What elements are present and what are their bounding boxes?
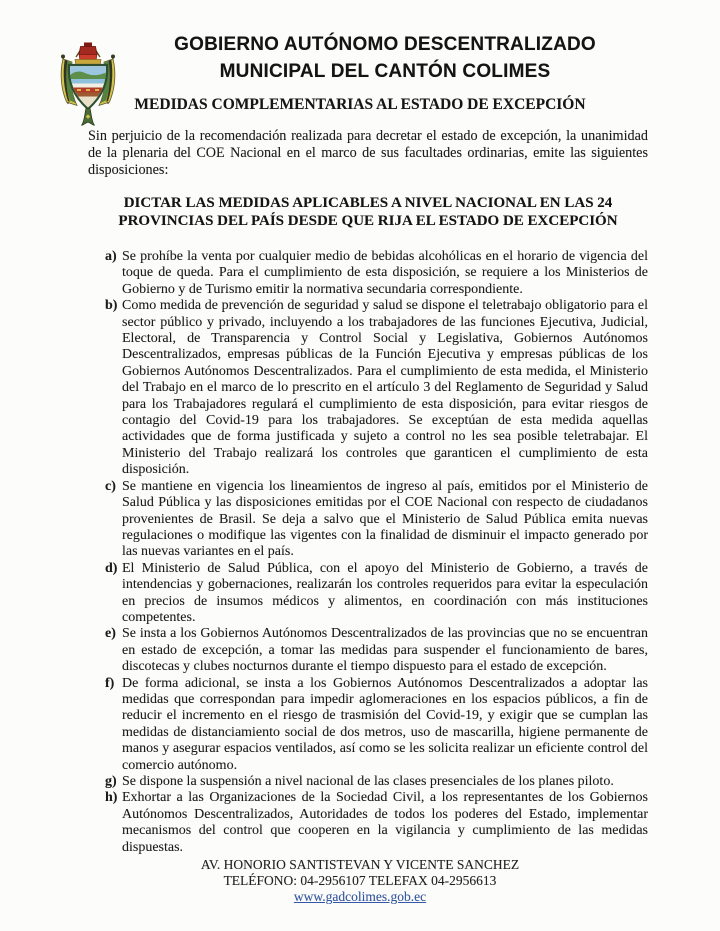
item-letter: a) (105, 249, 117, 264)
measures-list (88, 249, 648, 856)
item-letter: b) (105, 298, 118, 314)
footer-phone: TELÉFONO: 04-2956107 TELEFAX 04-2956613 (223, 872, 497, 888)
item-text: Exhortar a las Organizaciones de la Sociedad Civil, a los representantes de los Gobiernos Autónomos Descentralizados, Autoridades de todos los poderes del Estado, implementar mecanismos del control que cooperen en la vigilancia y cumplimiento de las medidas dispuestas. (122, 790, 648, 855)
item-text: Se mantiene en vigencia los lineamientos de ingreso al país, emitidos por el Ministerio de Salud Pública y las disposiciones emitidas por el COE Nacional con respecto de ciudadanos provenientes de Brasil. Se deja a salvo que el Ministerio de Salud Pública emita nuevas regulaciones o modifique las vigentes con la finalidad de disminuir el impacto generado por las nuevas variantes en el país. (122, 478, 648, 560)
measure-item (88, 249, 648, 298)
item-text: El Ministerio de Salud Pública, con el apoyo del Ministerio de Gobierno, a través de intendencias y gobernaciones, realizarán los controles requeridos para evitar la especulación en precios de insumos médicos y alimentos, en coordinación con más instituciones competentes. (122, 560, 648, 625)
measure-item (88, 479, 648, 561)
document-body (0, 128, 720, 856)
measure-item (88, 676, 648, 774)
item-letter: c) (105, 478, 116, 494)
intro-paragraph: Sin perjuicio de la recomendación realizada para decretar el estado de excepción, la unanimidad de la plenaria del COE Nacional en el marco de sus facultades ordinarias, emite las siguientes disposiciones: (88, 128, 648, 178)
item-letter: g) (105, 774, 117, 789)
org-name (100, 31, 670, 85)
org-name-line1: GOBIERNO AUTÓNOMO DESCENTRALIZADO (174, 34, 596, 55)
footer-website-link[interactable]: www.gadcolimes.gob.ec (293, 889, 427, 905)
measure-item (88, 561, 648, 627)
footer-address: AV. HONORIO SANTISTEVAN Y VICENTE SANCHEZ (200, 857, 520, 872)
item-letter: h) (105, 790, 118, 806)
item-letter: d) (105, 560, 118, 576)
measure-item (88, 774, 648, 790)
item-letter: f) (105, 675, 115, 691)
measure-item (88, 298, 648, 478)
directive-heading: DICTAR LAS MEDIDAS APLICABLES A NIVEL NACIONAL EN LAS 24 PROVINCIAS DEL PAÍS DESDE QUE RIJA EL ESTADO DE EXCEPCIÓN (118, 195, 618, 229)
item-text: Se dispone la suspensión a nivel nacional de las clases presenciales de los planes piloto. (122, 774, 614, 789)
document-footer (0, 857, 720, 905)
document-header (0, 31, 720, 114)
document-subtitle: MEDIDAS COMPLEMENTARIAS AL ESTADO DE EXCEPCIÓN (134, 96, 586, 113)
measure-item (88, 790, 648, 856)
item-text: De forma adicional, se insta a los Gobiernos Autónomos Descentralizados a adoptar las medidas que correspondan para impedir aglomeraciones en los espacios públicos, a fin de reducir el incremento en el riesgo de trasmisión del Covid-19, y exigir que se cumplan las medidas de distanciamiento social de dos metros, uso de mascarilla, higiene permanente de manos y asegurar espacios ventilados, así como se les solicita realizar un eficiente control del comercio autónomo. (122, 675, 648, 773)
item-text: Se prohíbe la venta por cualquier medio de bebidas alcohólicas en el horario de vigencia del toque de queda. Para el cumplimiento de esta disposición, se requiere a los Ministerios de Gobierno y de Turismo emitir la normativa secundaria correspondiente. (122, 249, 648, 297)
coat-of-arms-icon (55, 42, 121, 130)
org-name-line2: MUNICIPAL DEL CANTÓN COLIMES (219, 61, 551, 82)
item-text: Se insta a los Gobiernos Autónomos Descentralizados de las provincias que no se encuentran en estado de excepción, a tomar las medidas para suspender el funcionamiento de bares, discotecas y clubes nocturnos durante el tiempo dispuesto para el estado de excepción. (122, 626, 648, 675)
measure-item (88, 626, 648, 675)
item-letter: e) (105, 626, 116, 642)
item-text: Como medida de prevención de seguridad y salud se dispone el teletrabajo obligatorio para el sector público y privado, incluyendo a los trabajadores de las funciones Ejecutiva, Judicial, Electoral, de Transparencia y Control Social y Legislativa, Gobiernos Autónomos Descentralizados, empresas públicas de la Función Ejecutiva y empresas públicas de los Gobiernos Autónomos Descentralizados. Para el cumplimiento de esta medida, el Ministerio del Trabajo en el marco de lo prescrito en el artículo 3 del Reglamento de Seguridad y Salud para los Trabajadores regulará el cumplimiento de esta disposición, para evitar riesgos de contagio del Covid-19 para los trabajadores. Se exceptúan de esta medida aquellas actividades que de forma justificada y sujeto a control no les sea posible teletrabajar. El Ministerio del Trabajo realizará los controles que garanticen el cumplimiento de esta disposición. (122, 298, 648, 478)
